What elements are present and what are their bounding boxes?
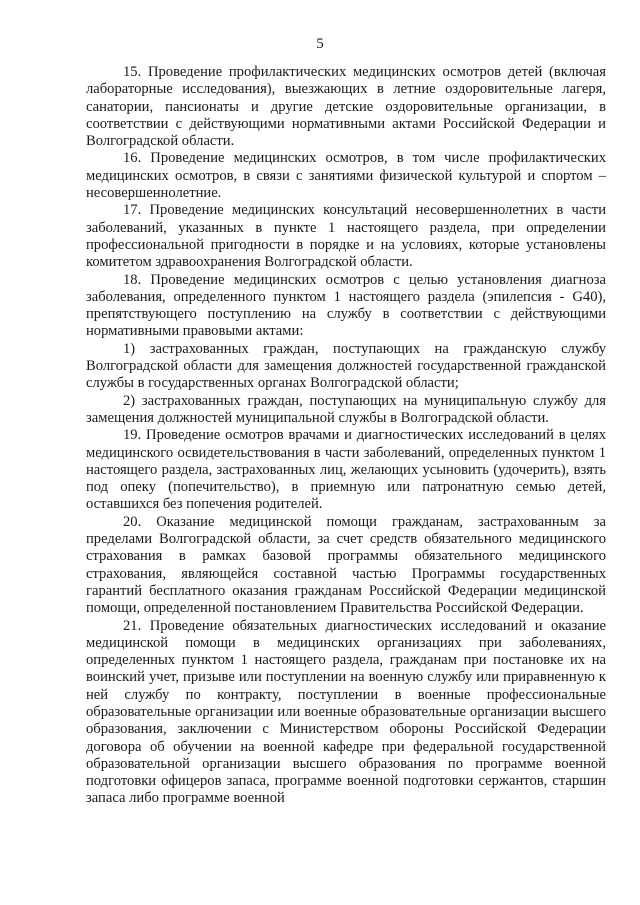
paragraph-18-item-1: 1) застрахованных граждан, поступающих на гражданскую службу Волгоградской области для замещения должностей государственной гражданской службы в государственных органах Волгоградской области;: [86, 340, 606, 392]
paragraph-16: 16. Проведение медицинских осмотров, в том числе профилактических медицинских осмотров, в связи с занятиями физической культурой и спортом – несовершеннолетние.: [86, 150, 606, 202]
paragraph-19: 19. Проведение осмотров врачами и диагностических исследований в целях медицинского освидетельствования в части заболеваний, определенных пунктом 1 настоящего раздела, застрахованных лиц, желающих усыновить (удочерить), взять под опеку (попечительство), в приемную или патронатную семью детей, оставшихся без попечения родителей.: [86, 427, 606, 513]
paragraph-17: 17. Проведение медицинских консультаций несовершеннолетних в части заболеваний, указанных в пункте 1 настоящего раздела, при определении профессиональной пригодности в порядке и на условиях, которые установлены комитетом здравоохранения Волгоградской области.: [86, 202, 606, 271]
paragraph-18-item-2: 2) застрахованных граждан, поступающих на муниципальную службу для замещения должностей муниципальной службы в Волгоградской области.: [86, 392, 606, 426]
paragraph-18: 18. Проведение медицинских осмотров с целью установления диагноза заболевания, определенного пунктом 1 настоящего раздела (эпилепсия - G40), препятствующего поступлению на службу в соответствии с действующими нормативными правовыми актами:: [86, 271, 606, 340]
paragraph-21: 21. Проведение обязательных диагностических исследований и оказание медицинской помощи в медицинских организациях при заболеваниях, определенных пунктом 1 настоящего раздела, гражданам при постановке их на воинский учет, призыве или поступлении на военную службу или приравненную к ней службу по контракту, поступлении в военные профессиональные образовательные организации или военные образовательные организации высшего образования, заключении с Министерством обороны Российской Федерации договора об обучении на военной кафедре при федеральной государственной образовательной организации высшего образования по программе военной подготовки офицеров запаса, программе военной подготовки сержантов, старшин запаса либо программе военной: [86, 617, 606, 807]
document-body: [86, 64, 606, 808]
page-number: 5: [316, 36, 324, 52]
paragraph-20: 20. Оказание медицинской помощи гражданам, застрахованным за пределами Волгоградской области, за счет средств обязательного медицинского страхования в рамках базовой программы обязательного медицинского страхования, являющейся составной частью Программы государственных гарантий бесплатного оказания гражданам Российской Федерации медицинской помощи, определенной постановлением Правительства Российской Федерации.: [86, 513, 606, 617]
paragraph-15: 15. Проведение профилактических медицинских осмотров детей (включая лабораторные исследования), выезжающих в летние оздоровительные лагеря, санатории, пансионаты и другие детские оздоровительные организации, в соответствии с действующими нормативными актами Российской Федерации и Волгоградской области.: [86, 64, 606, 150]
